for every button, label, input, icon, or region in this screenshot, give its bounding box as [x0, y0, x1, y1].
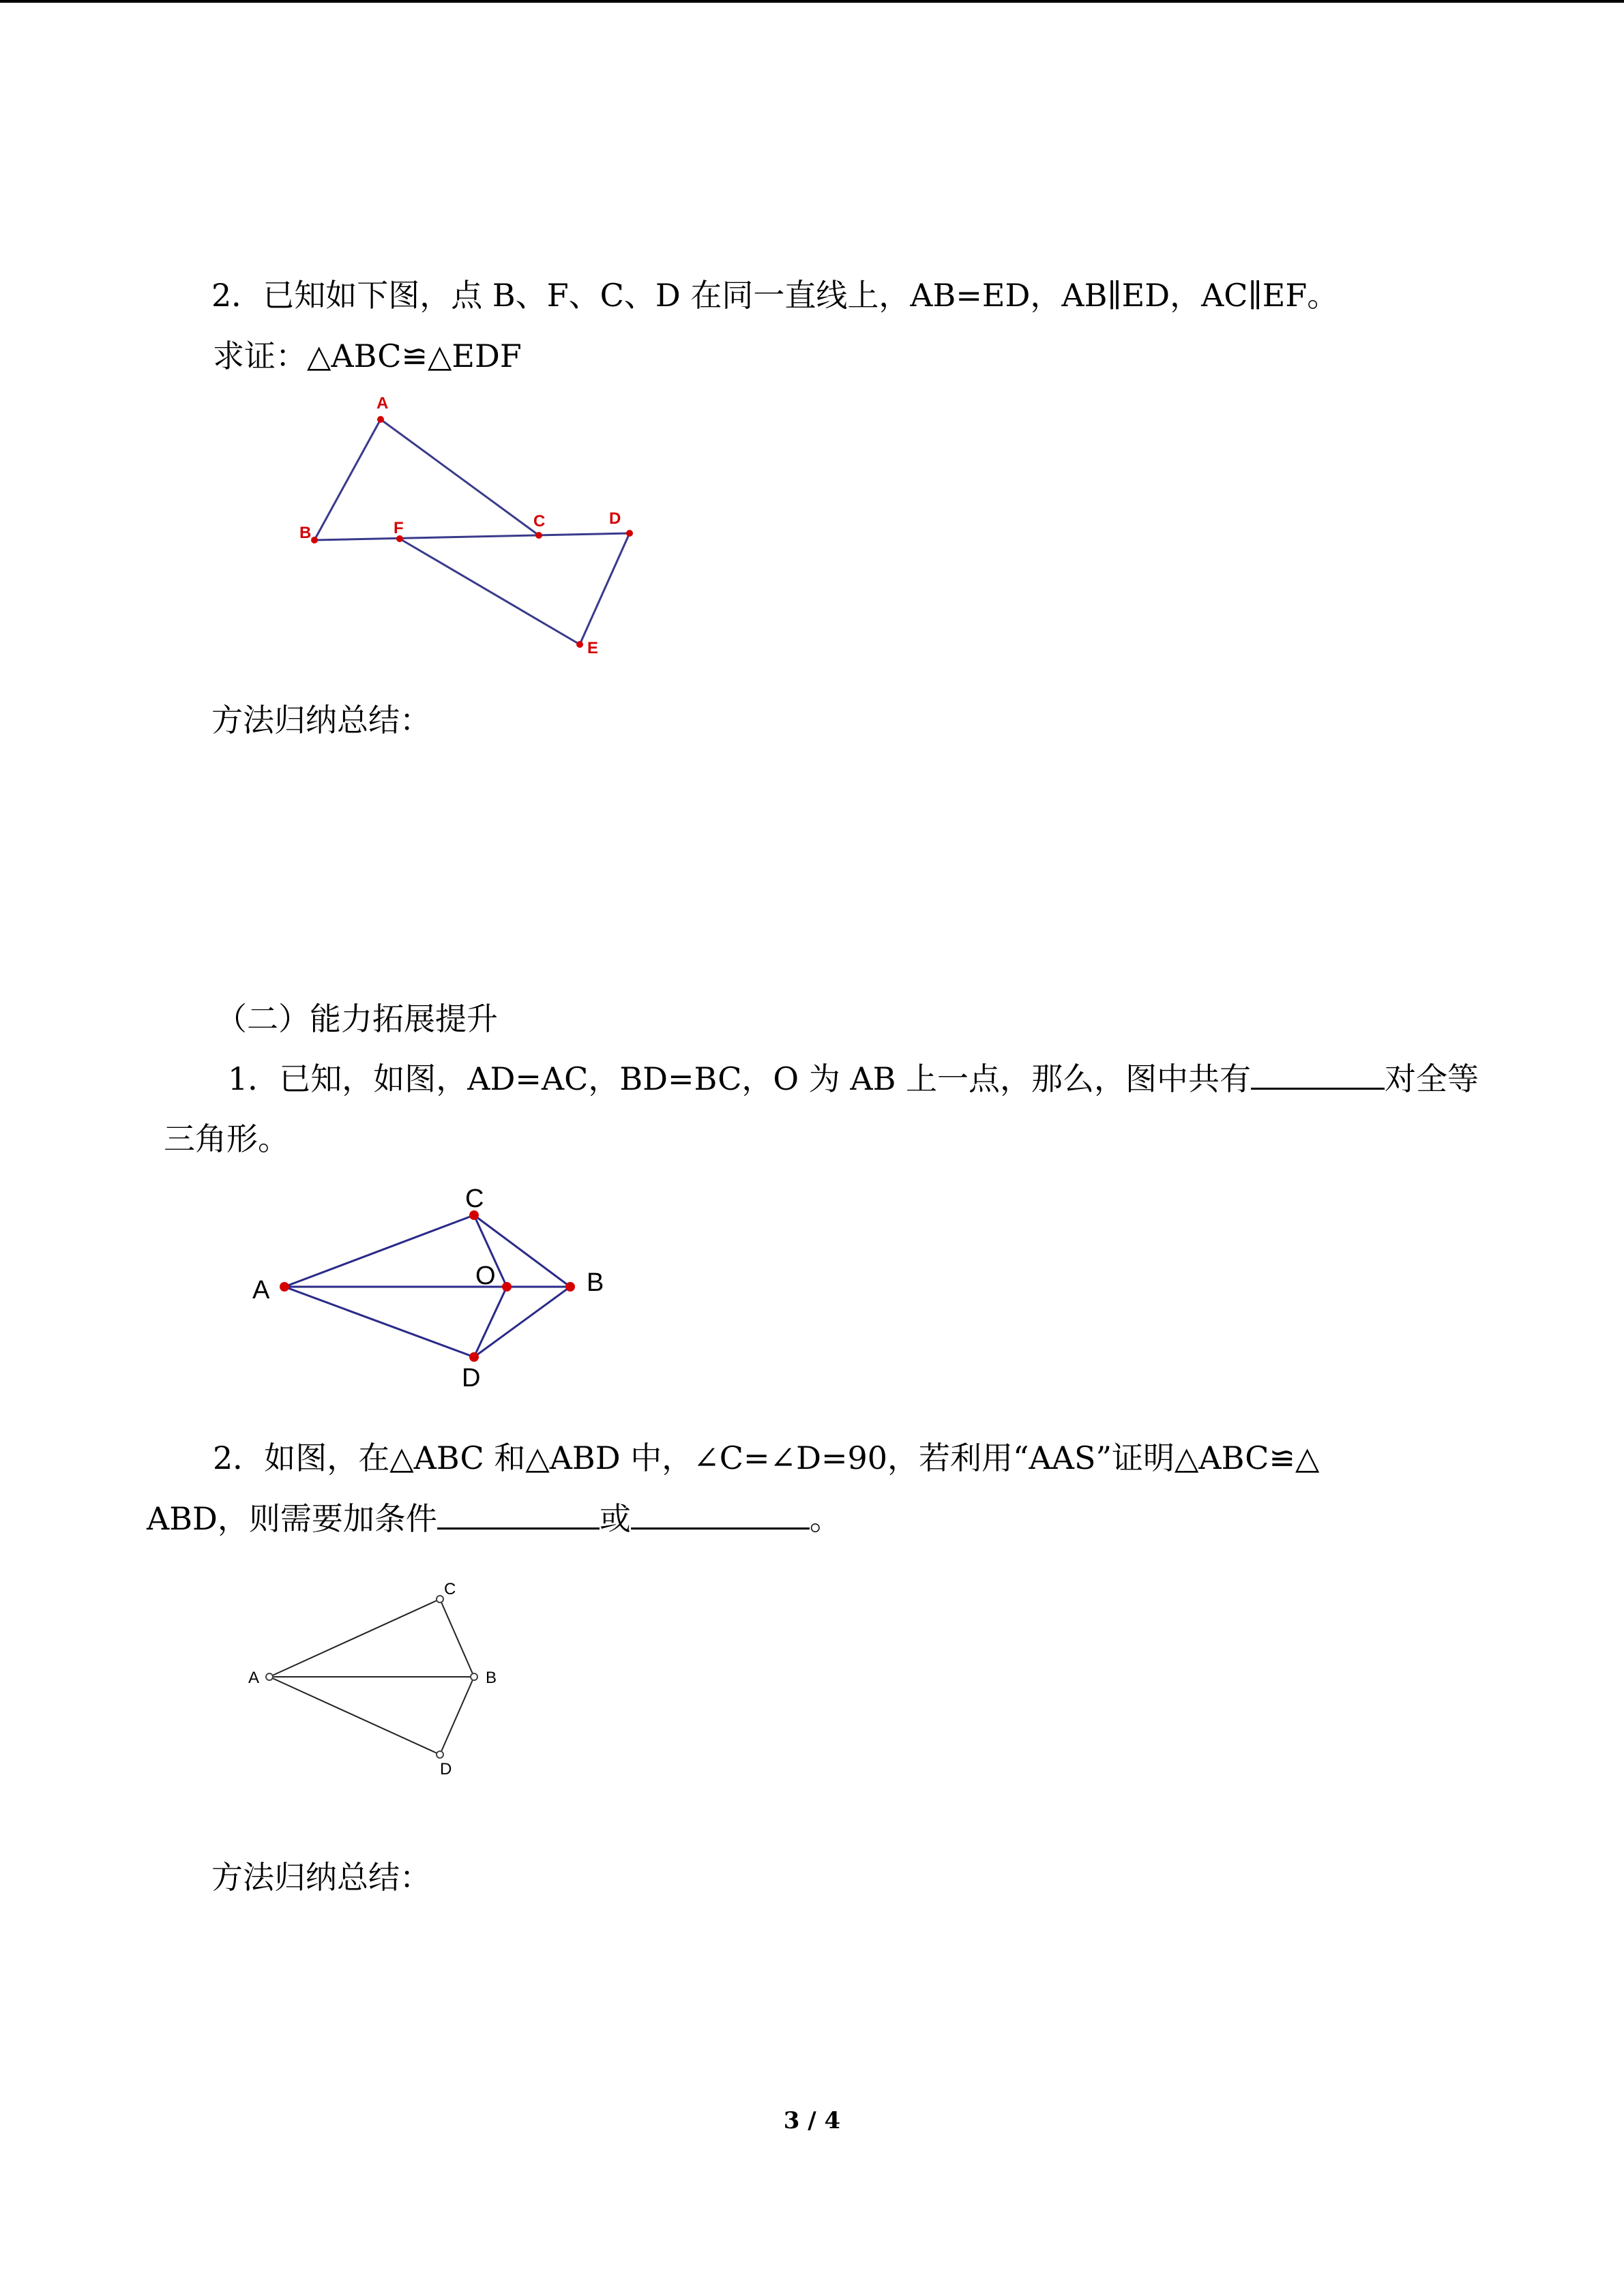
problem-1-text: 1．已知，如图，AD=AC，BD=BC，O 为 AB 上一点，那么，图中共有 [228, 1060, 1252, 1097]
point-o [502, 1282, 512, 1292]
label-c: C [533, 512, 546, 531]
label-d: D [609, 509, 621, 528]
point-d [626, 530, 633, 537]
label-b: B [299, 524, 312, 542]
problem-1-line1 [228, 1058, 1479, 1099]
point-a [266, 1673, 273, 1680]
segment-ac [284, 1215, 474, 1287]
problem-2-line1: 2．如图，在△ABC 和△ABD 中，∠C=∠D=90，若利用“AAS”证明△ABC≌△ [213, 1440, 1320, 1476]
segment-ac [269, 1599, 440, 1677]
point-c [437, 1596, 443, 1602]
label-a: A [252, 1276, 270, 1304]
problem-2-text: ABD，则需要加条件 [147, 1500, 437, 1537]
answer-blank [1251, 1058, 1385, 1090]
segment-ad [284, 1287, 474, 1357]
method-summary-2: 方法归纳总结： [211, 1859, 431, 1896]
label-a: A [248, 1669, 260, 1687]
point-b [471, 1673, 477, 1680]
point-e [576, 641, 583, 648]
label-b: B [486, 1669, 497, 1687]
answer-blank-2 [631, 1497, 810, 1530]
point-d [437, 1751, 443, 1758]
section-heading: （二）能力拓展提升 [216, 1000, 498, 1037]
point-d [469, 1352, 479, 1362]
question-2-statement [211, 275, 1338, 316]
problem-1-text-end: 对全等 [1385, 1060, 1479, 1097]
problem-2-end: 。 [809, 1500, 841, 1537]
question-text: 已知如下图，点 B、F、C、D 在同一直线上，AB=ED，AB∥ED，AC∥EF。 [263, 277, 1339, 314]
label-d: D [440, 1760, 452, 1778]
segment-db [440, 1677, 474, 1755]
label-b: B [587, 1268, 604, 1297]
label-d: D [462, 1364, 481, 1392]
segment-db [474, 1287, 570, 1357]
label-f: F [394, 519, 404, 537]
point-c [535, 532, 542, 539]
label-c: C [444, 1580, 456, 1598]
method-summary-1: 方法归纳总结： [211, 702, 431, 739]
figure-triangles-abc-edf [286, 389, 655, 668]
point-b [311, 537, 318, 543]
problem-2-or: 或 [599, 1500, 631, 1537]
segment-ac [381, 419, 539, 535]
problem-1-line2: 三角形。 [164, 1120, 289, 1157]
question-2-prove: 求证：△ABC≌△EDF [213, 338, 522, 374]
answer-blank-1 [437, 1497, 600, 1530]
point-a [280, 1282, 289, 1292]
label-o: O [475, 1262, 496, 1290]
top-border [0, 0, 1624, 3]
label-a: A [377, 394, 389, 413]
label-c: C [465, 1184, 484, 1213]
segment-cb [440, 1599, 474, 1677]
segment-bd [314, 533, 630, 540]
point-b [565, 1282, 575, 1292]
segment-fe [400, 539, 580, 644]
figure-quadrilateral-acbd [239, 1180, 621, 1398]
figure-triangles-abc-abd [239, 1568, 525, 1793]
segment-ab [314, 419, 381, 540]
question-number: 2． [211, 277, 263, 314]
page-number: 3 / 4 [783, 2107, 841, 2134]
segment-de [580, 533, 630, 644]
point-a [377, 416, 384, 423]
segment-do [474, 1287, 507, 1357]
label-e: E [587, 639, 599, 657]
problem-2-line2 [147, 1497, 841, 1539]
segment-ad [269, 1677, 440, 1755]
